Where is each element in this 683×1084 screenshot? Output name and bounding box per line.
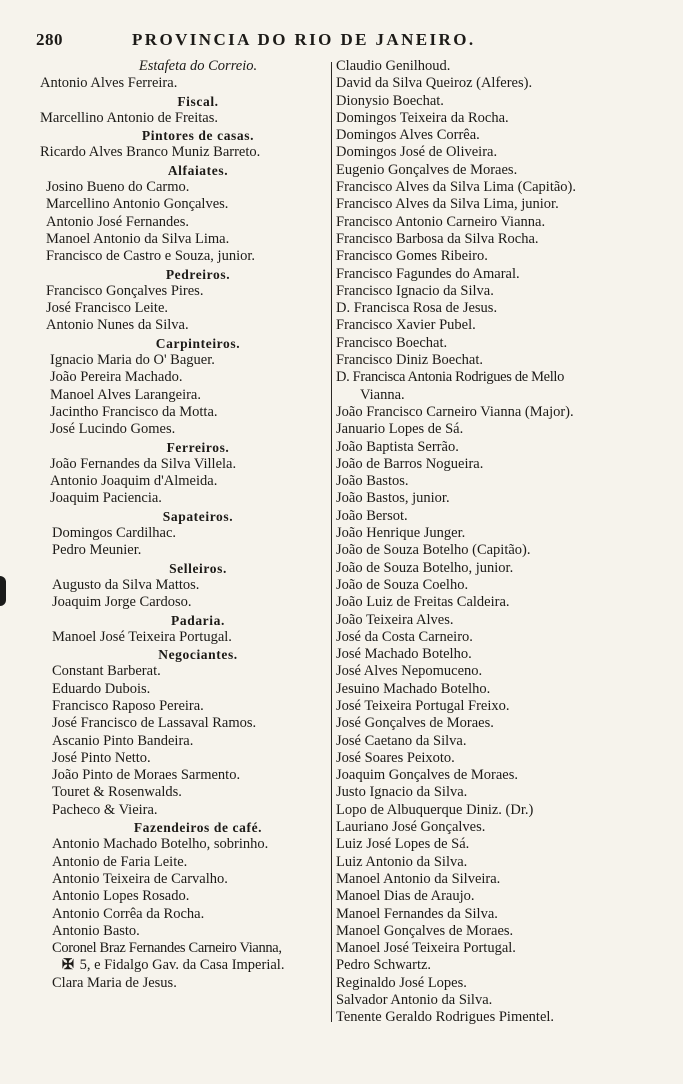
list-item: Coronel Braz Fernandes Carneiro Vianna, xyxy=(52,940,282,957)
list-item: Marcellino Antonio de Freitas. xyxy=(40,109,218,126)
left-column xyxy=(40,58,332,992)
list-item: José Francisco de Lassaval Ramos. xyxy=(52,715,257,732)
list-item: Manoel Antonio da Silva Lima. xyxy=(46,230,230,247)
list-item: Antonio Nunes da Silva. xyxy=(46,317,189,334)
section-heading-selleiros: Selleiros. xyxy=(169,560,227,576)
list-item: Francisco Gonçalves Pires. xyxy=(46,282,204,299)
list-item: João de Souza Botelho, junior. xyxy=(336,559,514,576)
list-item: Joaquim Paciencia. xyxy=(50,490,162,507)
list-item: Jesuino Machado Botelho. xyxy=(336,680,491,697)
list-item: João Henrique Junger. xyxy=(336,525,466,542)
list-item: Salvador Antonio da Silva. xyxy=(336,992,493,1009)
list-item: João Bastos, junior. xyxy=(336,490,450,507)
list-item: Domingos Alves Corrêa. xyxy=(336,127,480,144)
list-item: Francisco Barbosa da Silva Rocha. xyxy=(336,230,539,247)
list-item: José Pinto Netto. xyxy=(52,749,151,766)
list-item: Francisco Alves da Silva Lima (Capitão). xyxy=(336,179,577,196)
right-column xyxy=(334,58,634,1027)
list-item: Januario Lopes de Sá. xyxy=(336,421,464,438)
list-item: Justo Ignacio da Silva. xyxy=(336,784,468,801)
list-item-continuation: Vianna. xyxy=(360,386,405,403)
list-item: Reginaldo José Lopes. xyxy=(336,974,467,991)
list-item: Manoel Gonçalves de Moraes. xyxy=(336,922,514,939)
list-item: José Lucindo Gomes. xyxy=(50,421,176,438)
list-item: Domingos Teixeira da Rocha. xyxy=(336,109,509,126)
list-item: Antonio Teixeira de Carvalho. xyxy=(52,870,228,887)
list-item: Ascanio Pinto Bandeira. xyxy=(52,732,194,749)
list-item: Jacintho Francisco da Motta. xyxy=(50,403,218,420)
list-item: Domingos Cardilhac. xyxy=(52,525,177,542)
list-item: Francisco Boechat. xyxy=(336,334,448,351)
list-item: Eduardo Dubois. xyxy=(52,680,151,697)
list-item: Augusto da Silva Mattos. xyxy=(52,576,200,593)
list-item: Francisco de Castro e Souza, junior. xyxy=(46,248,255,265)
list-item: Pedro Meunier. xyxy=(52,542,142,559)
list-item: Claudio Genilhoud. xyxy=(336,58,451,74)
list-item: Francisco Antonio Carneiro Vianna. xyxy=(336,213,546,230)
list-item: Ignacio Maria do O' Baguer. xyxy=(50,352,215,369)
continuation-text: 5, e Fidalgo Gav. da Casa Imperial. xyxy=(79,957,285,974)
list-item: Antonio de Faria Leite. xyxy=(52,853,188,870)
list-item: Constant Barberat. xyxy=(52,663,161,680)
section-heading-fiscal: Fiscal. xyxy=(177,93,219,109)
list-item: Pedro Schwartz. xyxy=(336,957,432,974)
list-item: José Teixeira Portugal Freixo. xyxy=(336,697,510,714)
list-item: Luiz Antonio da Silva. xyxy=(336,853,468,870)
list-item: Francisco Fagundes do Amaral. xyxy=(336,265,520,282)
list-item: Manoel José Teixeira Portugal. xyxy=(52,628,232,645)
list-item: João Fernandes da Silva Villela. xyxy=(50,455,237,472)
list-item: Eugenio Gonçalves de Moraes. xyxy=(336,161,518,178)
section-heading-alfaiates: Alfaiates. xyxy=(167,162,229,178)
list-item: José Caetano da Silva. xyxy=(336,732,467,749)
list-item: Antonio Lopes Rosado. xyxy=(52,888,190,905)
list-item: Pacheco & Vieira. xyxy=(52,801,158,818)
list-item: José Soares Peixoto. xyxy=(336,749,455,766)
list-item: Joaquim Jorge Cardoso. xyxy=(52,594,192,611)
list-item: João de Souza Coelho. xyxy=(336,576,469,593)
list-item: João de Souza Botelho (Capitão). xyxy=(336,542,531,559)
list-item: Francisco Raposo Pereira. xyxy=(52,697,204,714)
list-item: José Machado Botelho. xyxy=(336,646,472,663)
list-item: Manoel Antonio da Silveira. xyxy=(336,870,501,887)
list-item: Josino Bueno do Carmo. xyxy=(46,179,190,196)
section-heading-negociantes: Negociantes. xyxy=(158,647,238,663)
list-item: Manoel Fernandes da Silva. xyxy=(336,905,498,922)
list-item: Clara Maria de Jesus. xyxy=(52,974,177,991)
list-item: David da Silva Queiroz (Alferes). xyxy=(336,75,533,92)
list-item: Tenente Geraldo Rodrigues Pimentel. xyxy=(336,1009,555,1026)
ink-blot xyxy=(0,576,6,606)
list-item: João Pinto de Moraes Sarmento. xyxy=(52,767,241,784)
list-item: Francisco Alves da Silva Lima, junior. xyxy=(336,196,559,213)
order-cross-icon: ✠ xyxy=(61,957,75,974)
list-item: Luiz José Lopes de Sá. xyxy=(336,836,470,853)
list-item: José Francisco Leite. xyxy=(46,300,169,317)
section-heading-padaria: Padaria. xyxy=(171,612,225,628)
list-item: Marcellino Antonio Gonçalves. xyxy=(46,196,229,213)
list-item: Antonio Joaquim d'Almeida. xyxy=(50,473,218,490)
list-item: Francisco Gomes Ribeiro. xyxy=(336,248,488,265)
list-item: Ricardo Alves Branco Muniz Barreto. xyxy=(40,144,261,161)
list-item: João de Barros Nogueira. xyxy=(336,455,484,472)
section-heading-ferreiros: Ferreiros. xyxy=(166,439,230,455)
list-item: Touret & Rosenwalds. xyxy=(52,784,182,801)
list-item: Antonio Alves Ferreira. xyxy=(40,75,178,92)
section-heading-fazendeiros: Fazendeiros de café. xyxy=(133,820,263,836)
list-item: João Luiz de Freitas Caldeira. xyxy=(336,594,510,611)
section-heading-carpinteiros: Carpinteiros. xyxy=(155,335,241,351)
list-item: Antonio Machado Botelho, sobrinho. xyxy=(52,836,269,853)
list-item: Francisco Ignacio da Silva. xyxy=(336,282,494,299)
list-item-continuation xyxy=(40,957,332,974)
list-item: Dionysio Boechat. xyxy=(336,92,444,109)
list-item: Domingos José de Oliveira. xyxy=(336,144,498,161)
section-heading-pintores: Pintores de casas. xyxy=(141,128,255,144)
list-item: João Baptista Serrão. xyxy=(336,438,459,455)
section-heading-pedreiros: Pedreiros. xyxy=(165,266,231,282)
running-header xyxy=(36,30,636,54)
list-item: José da Costa Carneiro. xyxy=(336,628,473,645)
list-item: Francisco Xavier Pubel. xyxy=(336,317,476,334)
list-item: Manoel José Teixeira Portugal. xyxy=(336,940,516,957)
list-item: Lauriano José Gonçalves. xyxy=(336,819,486,836)
list-item: Joaquim Gonçalves de Moraes. xyxy=(336,767,519,784)
list-item: João Francisco Carneiro Vianna (Major). xyxy=(336,403,574,420)
page-title: PROVINCIA DO RIO DE JANEIRO. xyxy=(132,30,476,49)
list-item: José Alves Nepomuceno. xyxy=(336,663,483,680)
list-item: Manoel Alves Larangeira. xyxy=(50,386,201,403)
section-heading-sapateiros: Sapateiros. xyxy=(162,508,234,524)
section-heading-correio: Estafeta do Correio. xyxy=(138,58,258,74)
list-item: D. Francisca Antonia Rodrigues de Mello xyxy=(336,369,564,386)
list-item: Antonio Basto. xyxy=(52,922,140,939)
list-item: Manoel Dias de Araujo. xyxy=(336,888,475,905)
list-item: Lopo de Albuquerque Diniz. (Dr.) xyxy=(336,801,534,818)
list-item: João Pereira Machado. xyxy=(50,369,183,386)
page-number: 280 xyxy=(36,30,63,49)
list-item: João Bastos. xyxy=(336,473,409,490)
list-item: José Gonçalves de Moraes. xyxy=(336,715,494,732)
list-item: D. Francisca Rosa de Jesus. xyxy=(336,300,498,317)
list-item: Francisco Diniz Boechat. xyxy=(336,352,483,369)
list-item: João Teixeira Alves. xyxy=(336,611,454,628)
list-item: Antonio José Fernandes. xyxy=(46,213,189,230)
list-item: João Bersot. xyxy=(336,507,408,524)
list-item: Antonio Corrêa da Rocha. xyxy=(52,905,205,922)
